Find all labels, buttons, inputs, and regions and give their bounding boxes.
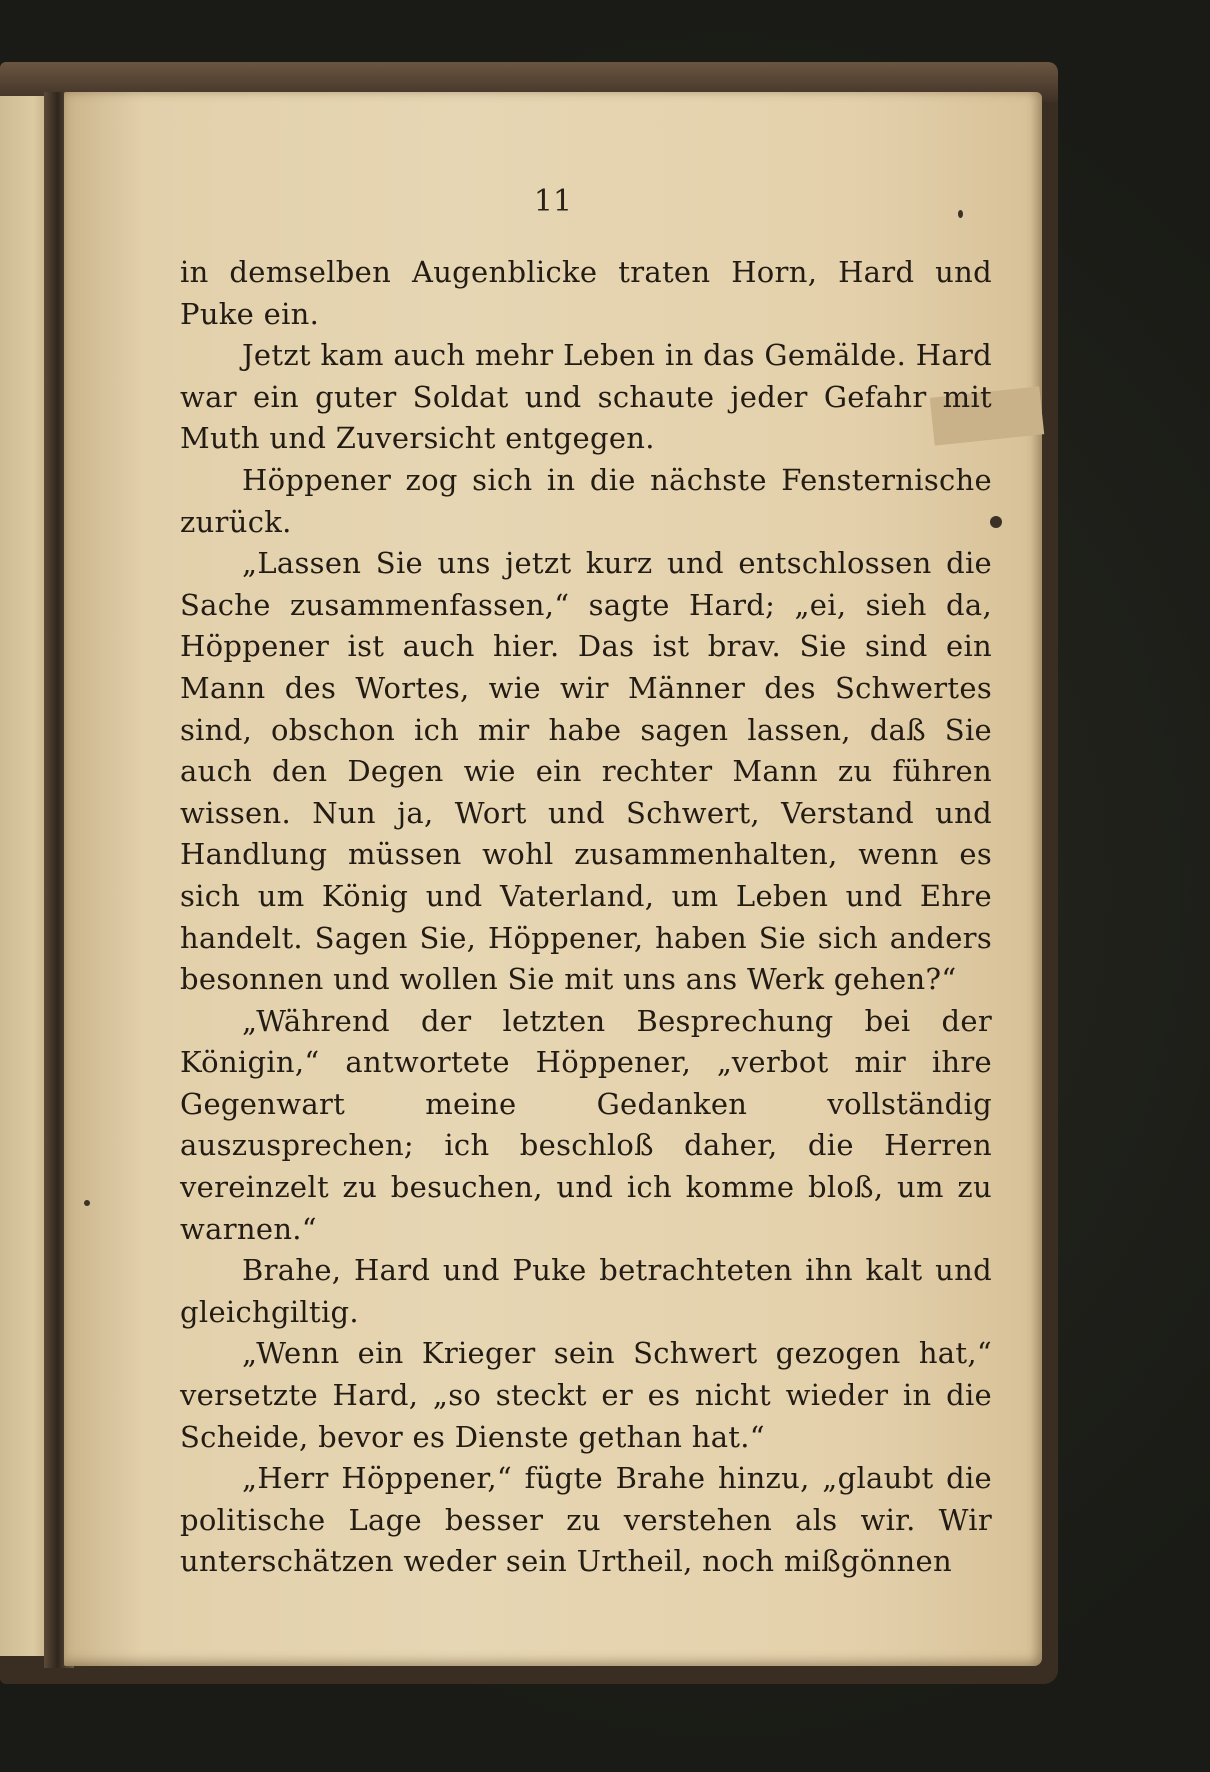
- paragraph: „Wenn ein Krieger sein Schwert gezogen hat,“ versetzte Hard, „so steckt er es nicht wieder in die Scheide, bevor es Dienste gethan hat.“: [180, 1336, 992, 1454]
- paragraph: Brahe, Hard und Puke betrachteten ihn kalt und gleichgiltig.: [180, 1253, 992, 1329]
- paragraph: Höppener zog sich in die nächste Fensternische zurück.: [180, 462, 992, 539]
- paragraph: Jetzt kam auch mehr Leben in das Gemälde. Hard war ein guter Soldat und schaute jeder Gefahr mit Muth und Zuversicht entgegen.: [180, 338, 992, 456]
- page-text: [180, 252, 992, 1583]
- paragraph: „Herr Höppener,“ fügte Brahe hinzu, „glaubt die politische Lage besser zu verstehen als wir. Wir unterschätzen weder sein Urtheil, noch mißgönnen: [180, 1461, 992, 1579]
- page-number: 11: [533, 184, 573, 219]
- book-page: [64, 92, 1042, 1666]
- paragraph: „Lassen Sie uns jetzt kurz und entschlossen die Sache zusammenfassen,“ sagte Hard; „ei, sieh da, Höppener ist auch hier. Das ist brav. Sie sind ein Mann des Wortes, wie wir Männer des Schwertes sind, obschon ich mir habe sagen lassen, daß Sie auch den Degen wie ein rechter Mann zu führen wissen. Nun ja, Wort und Schwert, Verstand und Handlung müssen wohl zusammenhalten, wenn es sich um König und Vaterland, um Leben und Ehre handelt. Sagen Sie, Höppener, haben Sie sich anders besonnen und wollen Sie mit uns ans Werk gehen?“: [180, 546, 992, 997]
- paragraph: in demselben Augenblicke traten Horn, Hard und Puke ein.: [180, 255, 992, 331]
- paragraph: „Während der letzten Besprechung bei der Königin,“ antwortete Höppener, „verbot mir ihre Gegenwart meine Gedanken vollständig auszusprechen; ich beschloß daher, die Herren vereinzelt zu besuchen, und ich komme bloß, um zu warnen.“: [180, 1003, 992, 1246]
